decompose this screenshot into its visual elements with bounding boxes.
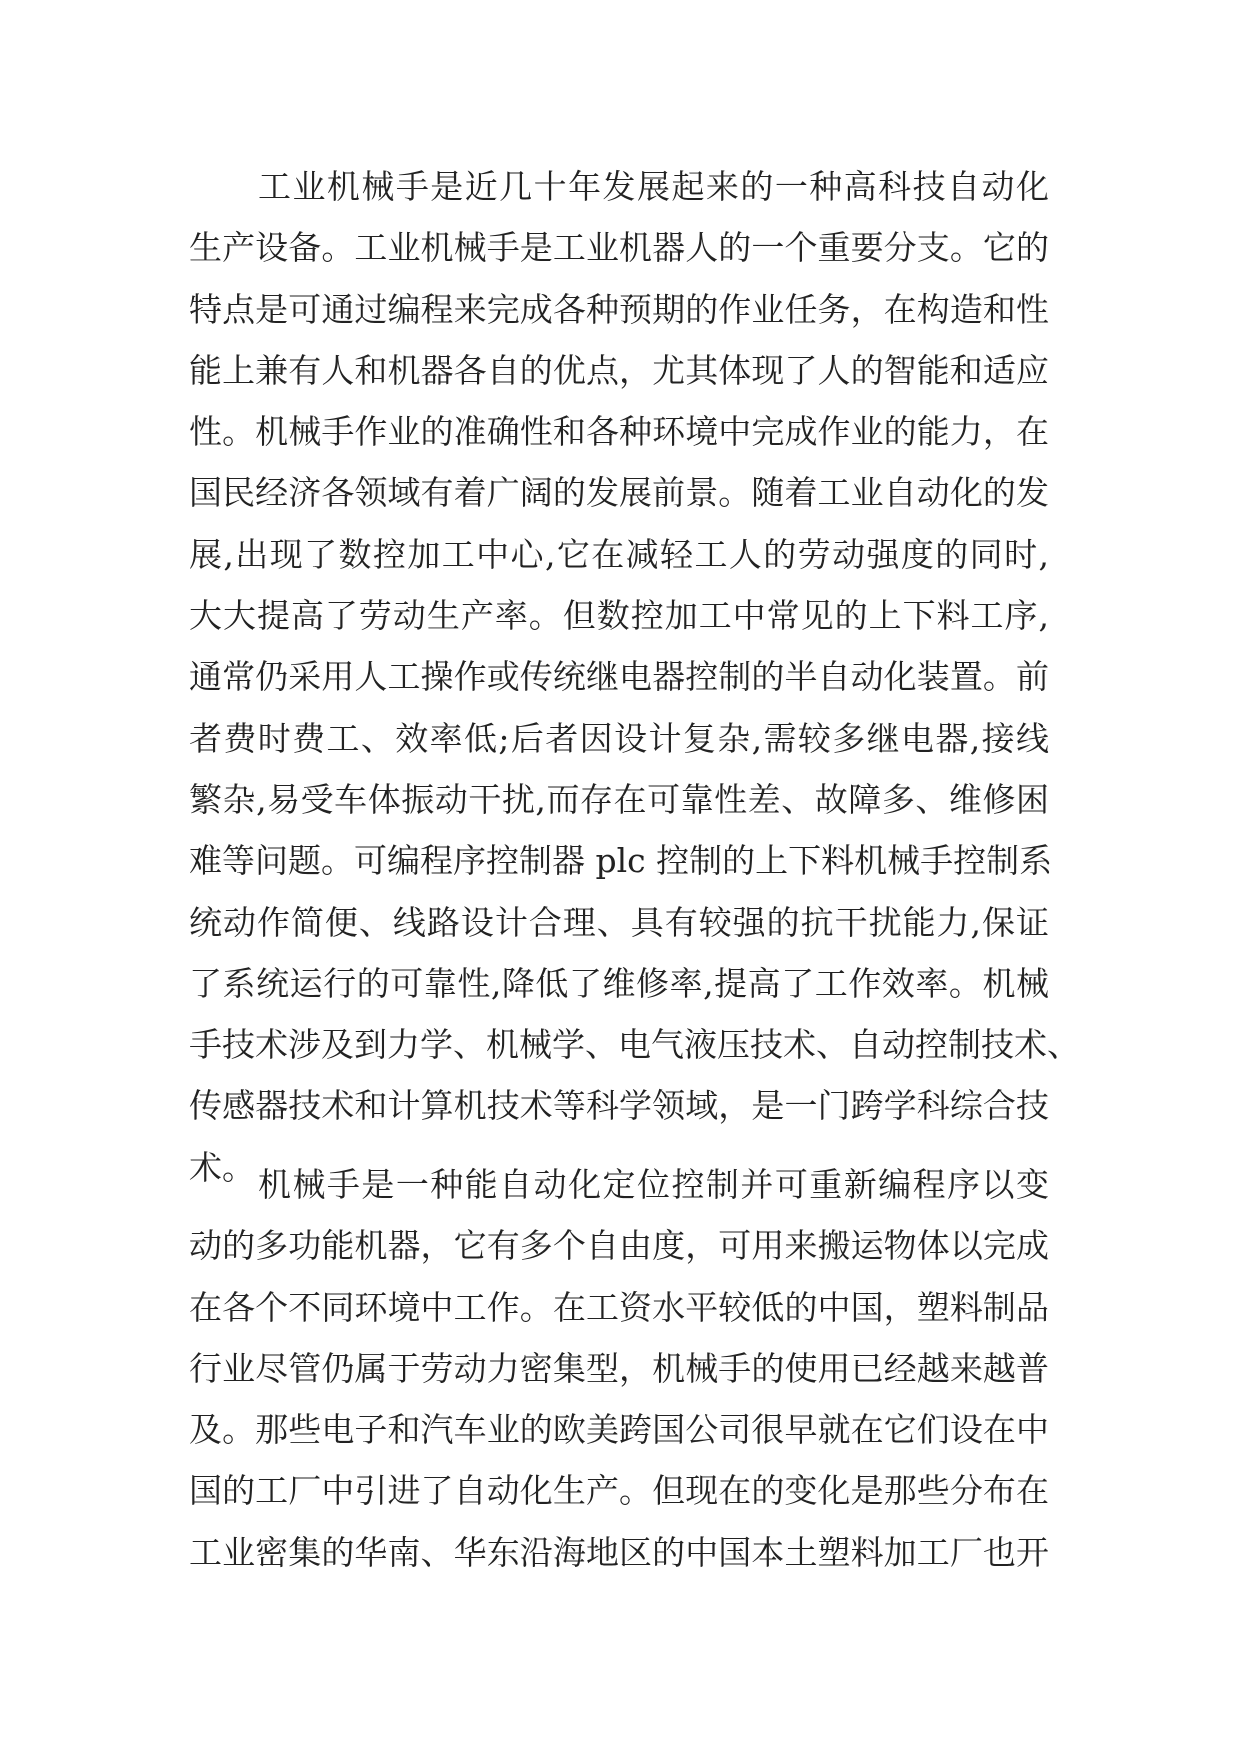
paragraph-line: 者费时费工、效率低;后者因设计复杂,需较多继电器,接线 xyxy=(189,718,1049,758)
paragraph-line: 工业密集的华南、华东沿海地区的中国本土塑料加工厂也开 xyxy=(189,1532,1049,1572)
paragraph-line: 繁杂,易受车体振动干扰,而存在可靠性差、故障多、维修困 xyxy=(189,779,1049,819)
paragraph-line: 机械手是一种能自动化定位控制并可重新编程序以变 xyxy=(258,1165,1049,1204)
paragraph-line: 及。那些电子和汽车业的欧美跨国公司很早就在它们设在中 xyxy=(189,1410,1049,1450)
paragraph-line: 动的多功能机器，它有多个自由度，可用来搬运物体以完成 xyxy=(189,1226,1049,1266)
paragraph-line: 能上兼有人和机器各自的优点，尤其体现了人的智能和适应 xyxy=(189,350,1049,390)
paragraph-line: 通常仍采用人工操作或传统继电器控制的半自动化装置。前 xyxy=(189,657,1049,697)
paragraph-line: 难等问题。可编程序控制器 plc 控制的上下料机械手控制系 xyxy=(189,841,1053,881)
paragraph-line: 统动作简便、线路设计合理、具有较强的抗干扰能力,保证 xyxy=(189,902,1049,942)
paragraph-line: 在各个不同环境中工作。在工资水平较低的中国，塑料制品 xyxy=(189,1287,1049,1327)
paragraph-line: 术。 xyxy=(189,1147,255,1187)
paragraph-line: 工业机械手是近几十年发展起来的一种高科技自动化 xyxy=(258,167,1049,206)
paragraph-2 xyxy=(189,1154,1049,1583)
paragraph-line: 性。机械手作业的准确性和各种环境中完成作业的能力，在 xyxy=(189,412,1049,452)
paragraph-line: 手技术涉及到力学、机械学、电气液压技术、自动控制技术、 xyxy=(189,1025,1080,1065)
paragraph-line: 了系统运行的可靠性,降低了维修率,提高了工作效率。机械 xyxy=(189,963,1049,1003)
paragraph-line: 特点是可通过编程来完成各种预期的作业任务，在构造和性 xyxy=(189,289,1049,329)
paragraph-line: 大大提高了劳动生产率。但数控加工中常见的上下料工序, xyxy=(189,596,1049,636)
paragraph-line: 行业尽管仍属于劳动力密集型，机械手的使用已经越来越普 xyxy=(189,1348,1049,1388)
paragraph-line: 展,出现了数控加工中心,它在减轻工人的劳动强度的同时, xyxy=(189,534,1049,574)
paragraph-line: 国的工厂中引进了自动化生产。但现在的变化是那些分布在 xyxy=(189,1471,1049,1511)
paragraph-line: 生产设备。工业机械手是工业机器人的一个重要分支。它的 xyxy=(189,228,1049,268)
paragraph-1 xyxy=(189,156,1080,1198)
paragraph-line: 国民经济各领域有着广阔的发展前景。随着工业自动化的发 xyxy=(189,473,1049,513)
paragraph-line: 传感器技术和计算机技术等科学领域，是一门跨学科综合技 xyxy=(189,1086,1049,1126)
